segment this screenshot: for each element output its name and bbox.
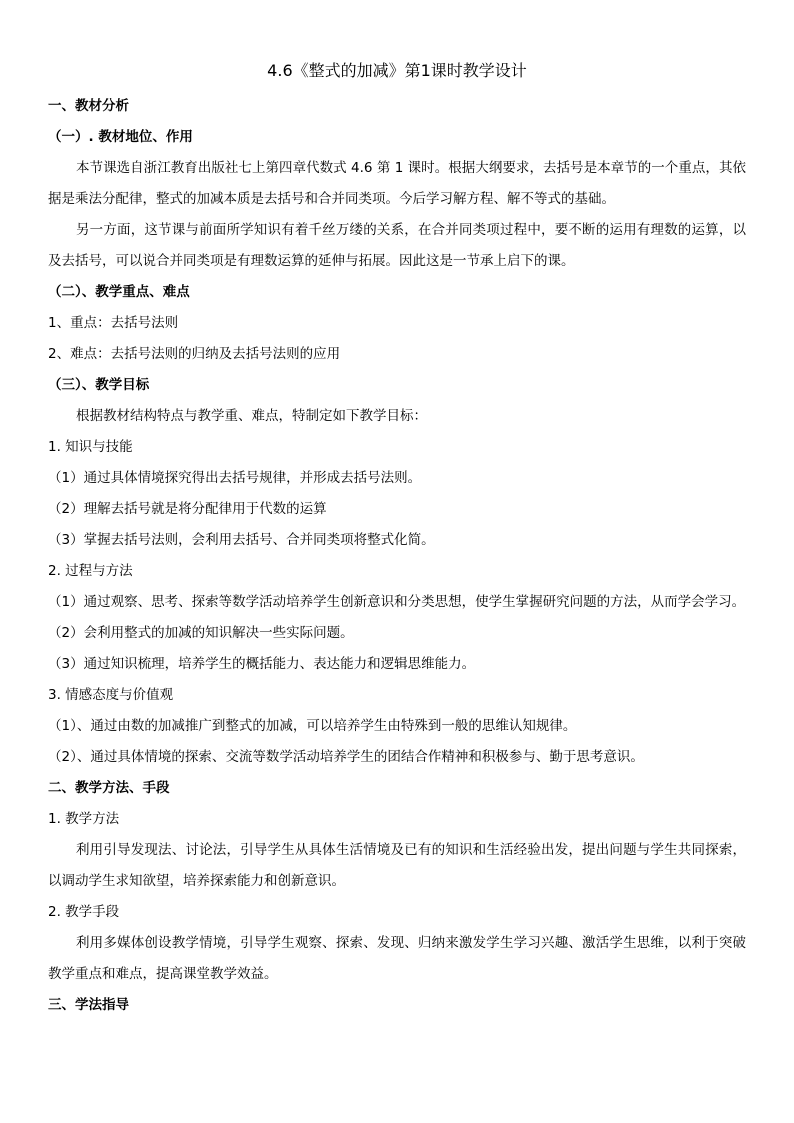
- section-heading-3: 三、学法指导: [48, 997, 129, 1013]
- means-heading: 2. 教学手段: [48, 904, 120, 920]
- document-title: 4.6《整式的加减》第1课时教学设计: [267, 61, 527, 80]
- section-heading-2: 二、教学方法、手段: [48, 780, 170, 796]
- means-paragraph: 利用多媒体创设教学情境，引导学生观察、探索、发现、归纳来激发学生学习兴趣、激活学生思维，以利于突破教学重点和难点，提高课堂教学效益。: [48, 935, 746, 982]
- section-heading-1: 一、教材分析: [48, 98, 129, 114]
- objective-group-process: 2. 过程与方法: [48, 563, 133, 579]
- method-paragraph: 利用引导发现法、讨论法，引导学生从具体生活情境及已有的知识和生活经验出发，提出问题与学生共同探索，以调动学生求知欲望，培养探索能力和创新意识。: [48, 842, 746, 889]
- paragraph-position-2: 另一方面，这节课与前面所学知识有着千丝万缕的关系，在合并同类项过程中，要不断的运用有理数的运算，以及去括号，可以说合并同类项是有理数运算的延伸与拓展。因此这是一节承上启下的课。: [48, 222, 746, 269]
- keypoint-item: 1、重点：去括号法则: [48, 315, 179, 331]
- objectives-intro: 根据教材结构特点与教学重、难点，特制定如下教学目标：: [76, 408, 427, 424]
- objective-item: （1）通过具体情境探究得出去括号规律，并形成去括号法则。: [48, 470, 422, 486]
- objective-item: （3）掌握去括号法则，会利用去括号、合并同类项将整式化简。: [48, 532, 435, 548]
- objective-item: （2）会利用整式的加减的知识解决一些实际问题。: [48, 625, 354, 641]
- objective-item: （3）通过知识梳理，培养学生的概括能力、表达能力和逻辑思维能力。: [48, 656, 476, 672]
- subsection-heading-position: （一）. 教材地位、作用: [48, 129, 193, 145]
- subsection-heading-objectives: （三）、教学目标: [48, 377, 150, 393]
- method-heading: 1. 教学方法: [48, 811, 120, 827]
- subsection-heading-keypoints: （二）、教学重点、难点: [48, 284, 190, 300]
- paragraph-position-1: 本节课选自浙江教育出版社七上第四章代数式 4.6 第 1 课时。根据大纲要求，去括号是本章节的一个重点，其依据是乘法分配律，整式的加减本质是去括号和合并同类项。今后学习解方程、解不等式的基础。: [48, 160, 746, 207]
- difficulty-item: 2、难点：去括号法则的归纳及去括号法则的应用: [48, 346, 341, 362]
- objective-group-knowledge: 1. 知识与技能: [48, 439, 133, 455]
- objective-item: （1）通过观察、思考、探索等数学活动培养学生创新意识和分类思想，使学生掌握研究问题的方法，从而学会学习。: [48, 594, 746, 610]
- objective-group-attitude: 3. 情感态度与价值观: [48, 687, 174, 703]
- objective-item: （2）、通过具体情境的探索、交流等数学活动培养学生的团结合作精神和积极参与、勤于思考意识。: [48, 749, 644, 765]
- objective-item: （1）、通过由数的加减推广到整式的加减，可以培养学生由特殊到一般的思维认知规律。: [48, 718, 577, 734]
- objective-item: （2）理解去括号就是将分配律用于代数的运算: [48, 501, 327, 517]
